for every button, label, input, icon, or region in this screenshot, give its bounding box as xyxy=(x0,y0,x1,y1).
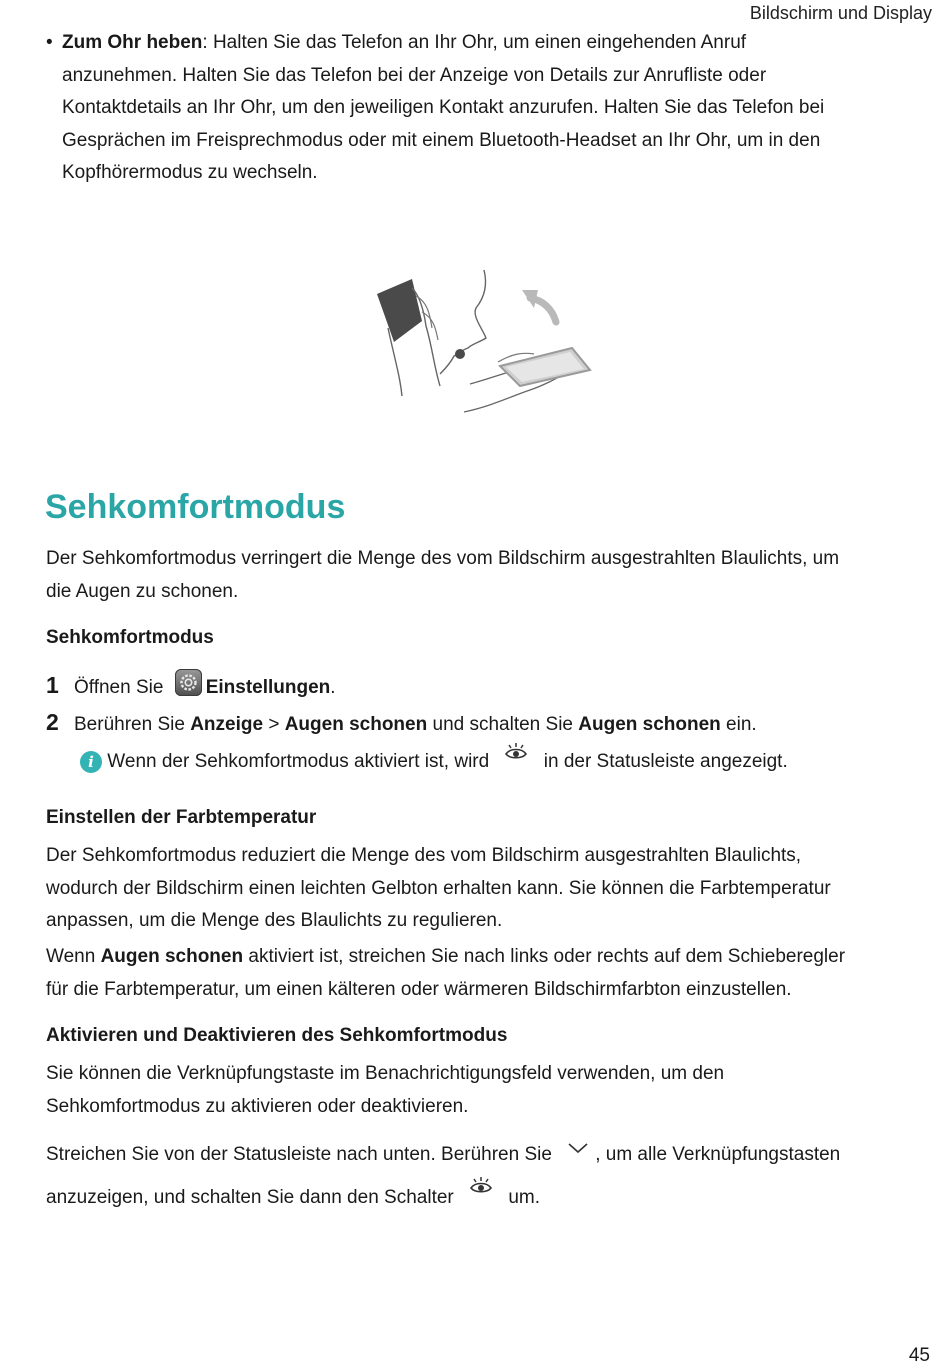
bullet-line-2: anzunehmen. Halten Sie das Telefon bei der Anzeige von Details zur Anrufliste oder xyxy=(62,64,767,86)
farbtemperatur-p2-pre: Wenn xyxy=(46,946,101,967)
step-2 xyxy=(46,707,757,740)
farbtemperatur-p2-rest: aktiviert ist, streichen Sie nach links oder rechts auf dem Schieberegler xyxy=(243,946,846,967)
farbtemperatur-line-3: anpassen, um die Menge des Blaulichts zu regulieren. xyxy=(46,910,503,931)
aktivieren-line-1: Sie können die Verknüpfungstaste im Benachrichtigungsfeld verwenden, um den xyxy=(46,1063,725,1084)
aktivieren-paragraph-2-line-1 xyxy=(46,1139,916,1172)
raise-to-ear-illustration xyxy=(372,266,598,418)
bullet-item-raise-to-ear xyxy=(46,27,906,190)
farbtemperatur-line-1: Der Sehkomfortmodus reduziert die Menge des vom Bildschirm ausgestrahlten Blaulichts, xyxy=(46,845,802,866)
section-title: Sehkomfortmodus xyxy=(45,488,346,526)
farbtemperatur-p2-bold: Augen schonen xyxy=(100,946,244,967)
aktivieren-paragraph-2-line-2 xyxy=(46,1182,916,1215)
step-2-augen-schonen: Augen schonen xyxy=(284,714,428,735)
subheading-aktivieren: Aktivieren und Deaktivieren des Sehkomfortmodus xyxy=(46,1025,508,1046)
bullet-line-5: Kopfhörermodus zu wechseln. xyxy=(62,162,318,183)
eye-icon xyxy=(469,1175,493,1208)
step-number: 2 xyxy=(46,709,59,735)
aktivieren-p2-pre: Streichen Sie von der Statusleiste nach unten. Berühren Sie xyxy=(46,1144,552,1165)
step-1 xyxy=(46,669,336,703)
step-2-augen-schonen-2: Augen schonen xyxy=(578,714,721,735)
note-text-pre: Wenn der Sehkomfortmodus aktiviert ist, wird xyxy=(107,751,490,772)
subheading-farbtemperatur: Einstellen der Farbtemperatur xyxy=(46,807,317,828)
step-2-sep: > xyxy=(263,714,285,735)
subheading-sehkomfortmodus: Sehkomfortmodus xyxy=(46,627,214,648)
step-2-post: ein. xyxy=(720,714,757,735)
aktivieren-p2-post: , um alle Verknüpfungstasten xyxy=(595,1144,841,1165)
bullet-term: Zum Ohr heben xyxy=(62,32,203,53)
step-1-pre: Öffnen Sie xyxy=(74,677,164,698)
bullet-text xyxy=(62,27,906,190)
aktivieren-paragraph-1 xyxy=(46,1058,916,1123)
aktivieren-p2-line2-post: um. xyxy=(508,1187,540,1208)
section-intro xyxy=(46,543,916,608)
step-number: 1 xyxy=(46,672,59,698)
intro-line-1: Der Sehkomfortmodus verringert die Menge des vom Bildschirm ausgestrahlten Blaulichts, um xyxy=(46,548,840,569)
step-2-mid: und schalten Sie xyxy=(427,714,579,735)
page-number: 45 xyxy=(908,1345,930,1366)
intro-line-2: die Augen zu schonen. xyxy=(46,580,239,602)
farbtemperatur-paragraph-2 xyxy=(46,941,916,1006)
note-text-post: in der Statusleiste angezeigt. xyxy=(543,751,788,772)
aktivieren-p2-line2-pre: anzuzeigen, und schalten Sie dann den Schalter xyxy=(46,1187,454,1208)
step-2-anzeige: Anzeige xyxy=(190,714,264,735)
aktivieren-line-2: Sehkomfortmodus zu aktivieren oder deaktivieren. xyxy=(46,1095,469,1117)
chapter-header: Bildschirm und Display xyxy=(749,3,932,23)
step-2-pre: Berühren Sie xyxy=(74,714,185,735)
farbtemperatur-p2-line-2: für die Farbtemperatur, um einen kälteren oder wärmeren Bildschirmfarbton einzustellen. xyxy=(46,978,792,1000)
info-note xyxy=(80,751,788,773)
chevron-down-icon xyxy=(567,1134,589,1167)
eye-icon xyxy=(504,742,528,768)
farbtemperatur-line-2: wodurch der Bildschirm einen leichten Gelbton erhalten kann. Sie können die Farbtemperatur xyxy=(46,877,831,899)
bullet-line-4: Gesprächen im Freisprechmodus oder mit einem Bluetooth-Headset an Ihr Ohr, um in den xyxy=(62,129,821,151)
step-1-bold: Einstellungen xyxy=(205,677,331,698)
bullet-line-3: Kontaktdetails an Ihr Ohr, um den jeweiligen Kontakt anzurufen. Halten Sie das Telefon bei xyxy=(62,97,825,118)
bullet-dot: • xyxy=(46,32,53,53)
farbtemperatur-paragraph-1 xyxy=(46,840,916,938)
step-1-post: . xyxy=(330,677,336,698)
info-icon: i xyxy=(80,751,102,773)
settings-app-icon xyxy=(175,669,202,696)
bullet-line-1: : Halten Sie das Telefon an Ihr Ohr, um einen eingehenden Anruf xyxy=(202,32,747,53)
